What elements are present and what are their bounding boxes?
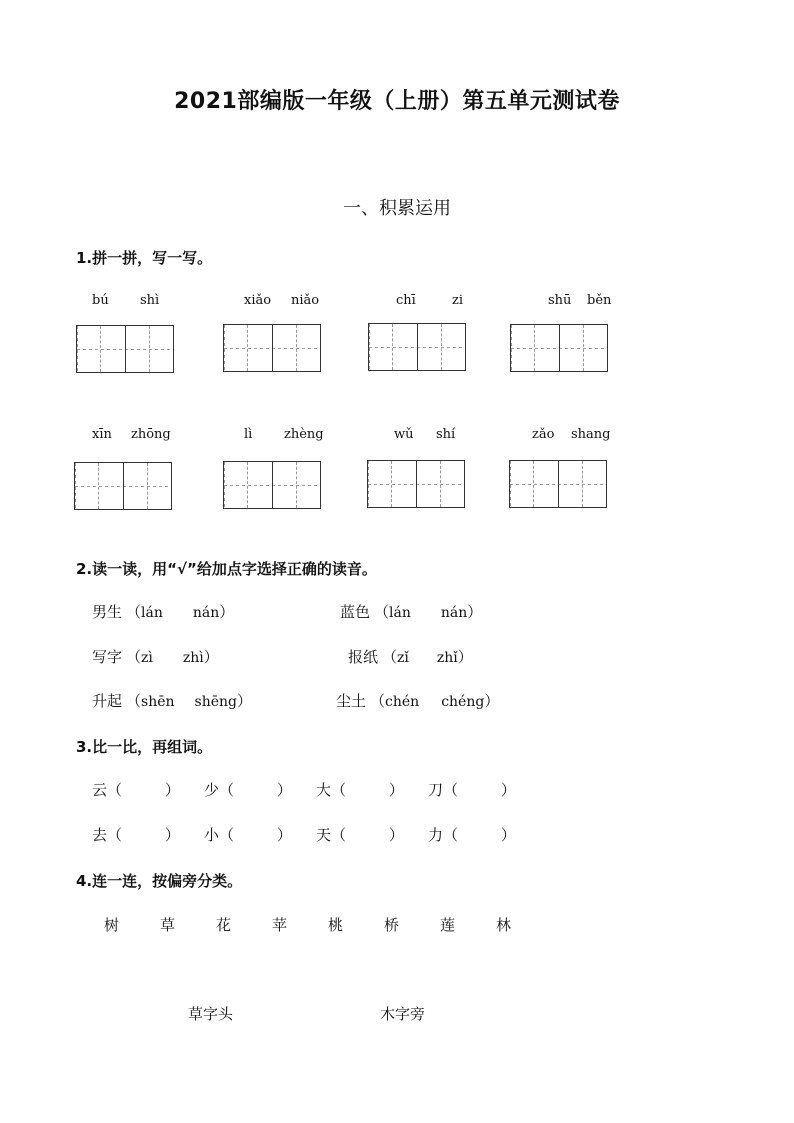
reading-option[interactable]: zǐ bbox=[397, 650, 409, 666]
reading-option[interactable]: zhì bbox=[182, 650, 204, 666]
pinyin-3b: zi bbox=[452, 293, 464, 308]
reading-word: 升起 bbox=[92, 692, 123, 710]
compare-char: 去 bbox=[92, 826, 108, 844]
compare-item[interactable]: 少（ ） bbox=[204, 781, 292, 799]
pinyin-1a: bú bbox=[92, 293, 109, 308]
category-wood-radical[interactable]: 木字旁 bbox=[380, 1005, 426, 1023]
match-char[interactable]: 花 bbox=[216, 916, 232, 934]
match-char[interactable]: 树 bbox=[104, 916, 120, 934]
pinyin-5a: xīn bbox=[92, 427, 112, 442]
reading-option[interactable]: lán bbox=[389, 605, 411, 621]
reading-item: 写字 （zì zhì） bbox=[92, 648, 219, 666]
reading-option[interactable]: chéng bbox=[441, 694, 485, 710]
writing-grid[interactable] bbox=[76, 325, 174, 373]
writing-grid[interactable] bbox=[74, 462, 172, 510]
section-heading: 一、积累运用 bbox=[343, 198, 451, 219]
pinyin-2a: xiǎo bbox=[244, 293, 272, 308]
compare-item[interactable]: 天（ ） bbox=[316, 826, 404, 844]
reading-option[interactable]: shēng bbox=[194, 694, 238, 710]
question-4-label: 4.连一连，按偏旁分类。 bbox=[76, 872, 243, 890]
reading-option[interactable]: lán bbox=[141, 605, 163, 621]
writing-grid[interactable] bbox=[368, 323, 466, 371]
reading-option[interactable]: nán bbox=[192, 605, 220, 621]
reading-word: 蓝色 bbox=[340, 603, 371, 621]
reading-word: 写字 bbox=[92, 648, 123, 666]
pinyin-6b: zhèng bbox=[284, 427, 324, 442]
reading-option[interactable]: nán bbox=[440, 605, 468, 621]
pinyin-4a: shū bbox=[548, 293, 572, 308]
compare-char: 天 bbox=[316, 826, 332, 844]
pinyin-7b: shí bbox=[436, 427, 456, 442]
compare-char: 少 bbox=[204, 781, 220, 799]
compare-char: 刀 bbox=[428, 781, 444, 799]
reading-item: 报纸 （zǐ zhǐ） bbox=[348, 648, 473, 666]
reading-option[interactable]: zhǐ bbox=[436, 650, 458, 666]
question-2-label: 2.读一读，用“√”给加点字选择正确的读音。 bbox=[76, 560, 377, 578]
match-char[interactable]: 桃 bbox=[328, 916, 344, 934]
reading-option[interactable]: chén bbox=[385, 694, 420, 710]
writing-grid[interactable] bbox=[510, 324, 608, 372]
writing-grid[interactable] bbox=[223, 461, 321, 509]
match-char[interactable]: 苹 bbox=[272, 916, 288, 934]
reading-item: 升起 （shēn shēng） bbox=[92, 692, 253, 710]
pinyin-5b: zhōng bbox=[131, 427, 171, 442]
reading-option[interactable]: shēn bbox=[141, 694, 175, 710]
writing-grid[interactable] bbox=[367, 460, 465, 508]
match-char[interactable]: 桥 bbox=[384, 916, 400, 934]
pinyin-7a: wǔ bbox=[394, 427, 414, 442]
reading-word: 尘土 bbox=[336, 692, 367, 710]
compare-char: 小 bbox=[204, 826, 220, 844]
page-title: 2021部编版一年级（上册）第五单元测试卷 bbox=[174, 89, 620, 114]
match-char[interactable]: 林 bbox=[496, 916, 512, 934]
writing-grid[interactable] bbox=[223, 324, 321, 372]
compare-char: 云 bbox=[92, 781, 108, 799]
compare-item[interactable]: 云（ ） bbox=[92, 781, 180, 799]
compare-item[interactable]: 小（ ） bbox=[204, 826, 292, 844]
question-3-label: 3.比一比，再组词。 bbox=[76, 738, 213, 756]
match-char[interactable]: 草 bbox=[160, 916, 176, 934]
pinyin-4b: běn bbox=[587, 293, 612, 308]
pinyin-6a: lì bbox=[244, 427, 253, 442]
reading-word: 男生 bbox=[92, 603, 123, 621]
compare-item[interactable]: 大（ ） bbox=[316, 781, 404, 799]
pinyin-8a: zǎo bbox=[532, 427, 555, 442]
compare-char: 大 bbox=[316, 781, 332, 799]
pinyin-8b: shang bbox=[571, 427, 611, 442]
compare-char: 力 bbox=[428, 826, 444, 844]
reading-word: 报纸 bbox=[348, 648, 379, 666]
compare-item[interactable]: 力（ ） bbox=[428, 826, 516, 844]
category-grass-radical[interactable]: 草字头 bbox=[188, 1005, 234, 1023]
pinyin-1b: shì bbox=[140, 293, 160, 308]
match-char[interactable]: 莲 bbox=[440, 916, 456, 934]
compare-item[interactable]: 刀（ ） bbox=[428, 781, 516, 799]
pinyin-2b: niǎo bbox=[291, 293, 320, 308]
reading-item: 尘土 （chén chéng） bbox=[336, 692, 500, 710]
reading-option[interactable]: zì bbox=[141, 650, 153, 666]
question-1-label: 1.拼一拼，写一写。 bbox=[76, 249, 213, 267]
pinyin-3a: chī bbox=[396, 293, 416, 308]
writing-grid[interactable] bbox=[509, 460, 607, 508]
reading-item: 蓝色 （lán nán） bbox=[340, 603, 483, 621]
reading-item: 男生 （lán nán） bbox=[92, 603, 235, 621]
compare-item[interactable]: 去（ ） bbox=[92, 826, 180, 844]
